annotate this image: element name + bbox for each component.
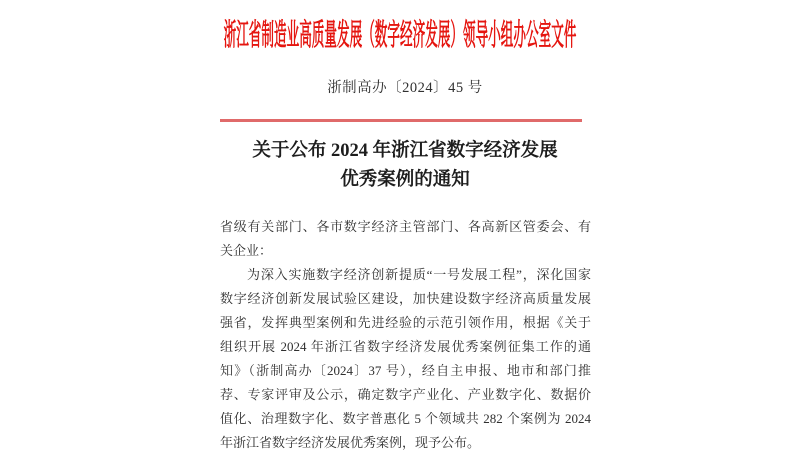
body-line: 组织开展 2024 年浙江省数字经济发展优秀案例征集工作的通	[220, 339, 591, 354]
body-line: 荐、专家评审及公示，确定数字产业化、产业数字化、数据价	[220, 387, 591, 402]
salutation-line: 关企业：	[220, 243, 273, 258]
body-line: 数字经济创新发展试验区建设，加快建设数字经济高质量发展	[220, 291, 591, 306]
document-header-banner	[0, 15, 800, 55]
document-reference-number: 浙制高办〔2024〕45 号	[327, 80, 483, 96]
red-divider-line	[220, 119, 582, 122]
body-line: 年浙江省数字经济发展优秀案例，现予公布。	[220, 435, 481, 450]
issuing-authority-title: 浙江省制造业高质量发展（数字经济发展）领导小组办公室文件	[223, 18, 577, 52]
notice-title-line-2: 优秀案例的通知	[340, 170, 470, 190]
notice-title-line-1: 关于公布 2024 年浙江省数字经济发展	[252, 141, 558, 161]
body-line: 强省，发挥典型案例和先进经验的示范引领作用，根据《关于	[220, 315, 591, 330]
notice-title	[220, 137, 590, 195]
body-line: 为深入实施数字经济创新提质“一号发展工程”，深化国家	[247, 267, 591, 282]
notice-body	[220, 215, 591, 450]
salutation-line: 省级有关部门、各市数字经济主管部门、各高新区管委会、有	[220, 219, 591, 234]
body-line: 知》（浙制高办〔2024〕37 号），经自主申报、地市和部门推	[220, 363, 591, 378]
body-line: 值化、治理数字化、数字普惠化 5 个领域共 282 个案例为 2024	[220, 411, 591, 426]
